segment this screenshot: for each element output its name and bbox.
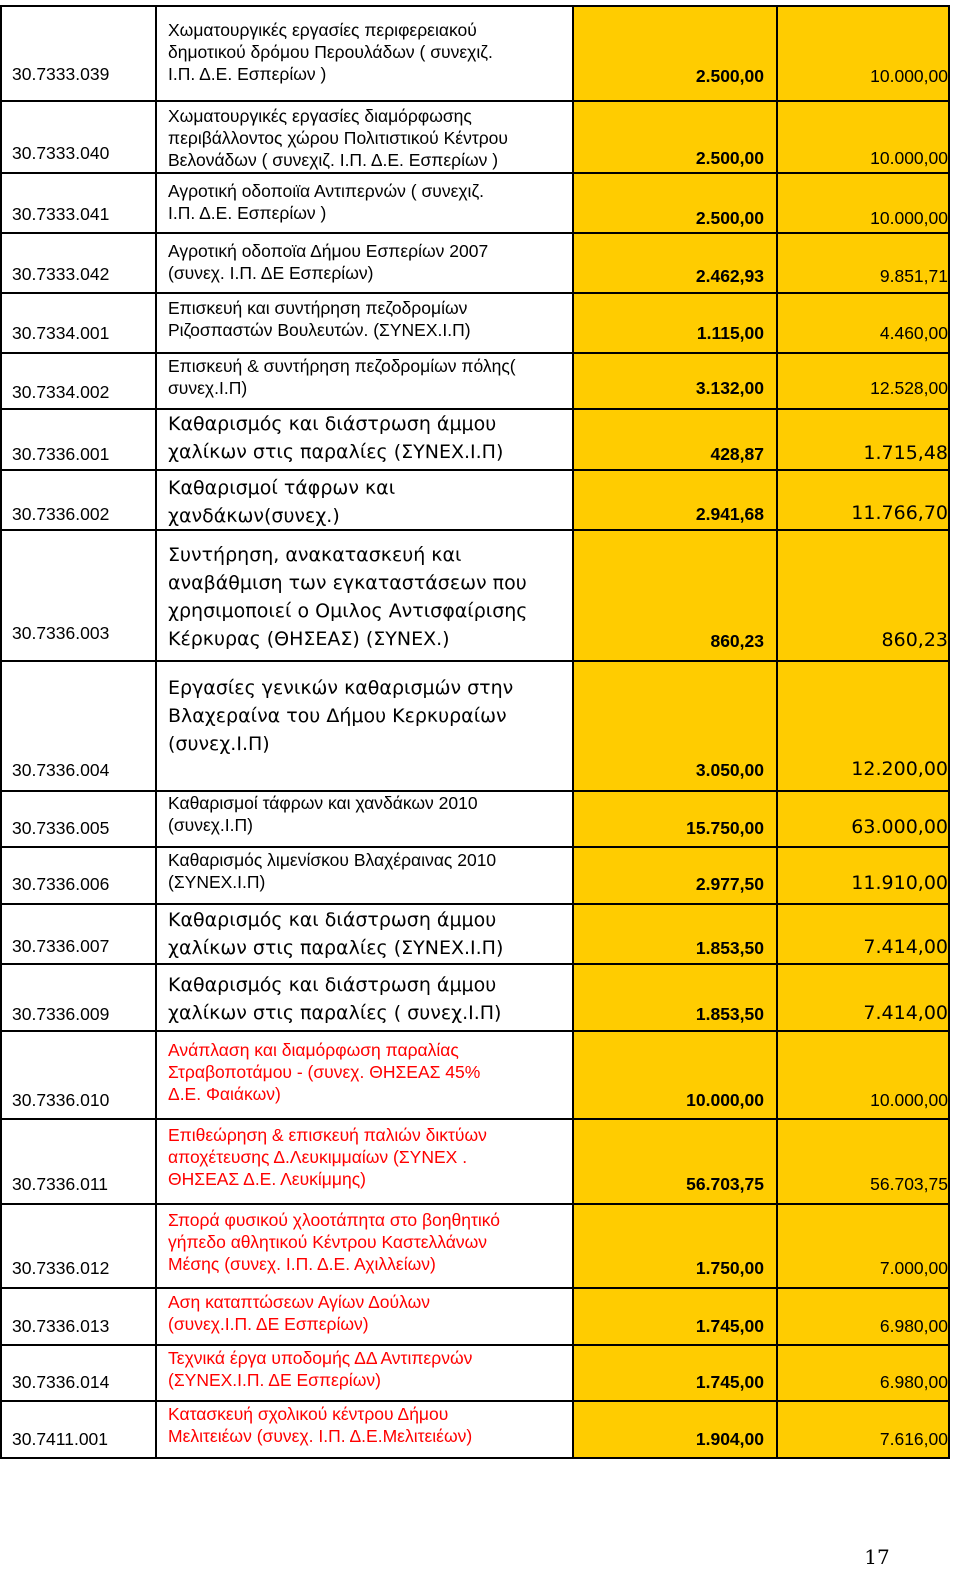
project-description: Καθαρισμός και διάστρωση άμμου χαλίκων στις παραλίες (ΣΥΝΕΧ.Ι.Π) [168, 413, 504, 463]
amount-value-2: 11.910,00 [851, 872, 948, 894]
grid-vline [0, 6, 2, 1458]
amount-value-2: 6.980,00 [879, 1372, 948, 1392]
project-description: Σπορά φυσικού χλοοτάπητα στο βοηθητικό γήπεδο αθλητικού Κέντρου Καστελλάνων Μέσης (συνεχ. Ι.Π. Δ.Ε. Αχιλλείων) [168, 1210, 501, 1274]
grid-vline [948, 5, 950, 1458]
amount-value-1: 1.750,00 [695, 1258, 764, 1278]
account-code: 30.7336.010 [12, 1090, 110, 1110]
amount-value-1: 1.745,00 [695, 1316, 764, 1336]
project-description: Εργασίες γενικών καθαρισμών στην Βλαχεραίνα του Δήμου Κερκυραίων (συνεχ.Ι.Π) [168, 677, 514, 755]
amount-value-1: 10.000,00 [686, 1090, 764, 1110]
project-description: Συντήρηση, ανακατασκευή και αναβάθμιση των εγκαταστάσεων που χρησιμοποιεί ο Ομιλος Αντισφαίρισης Κέρκυρας (ΘΗΣΕΑΣ) (ΣΥΝΕΧ.) [168, 544, 528, 650]
account-code: 30.7334.002 [12, 382, 110, 402]
grid-hline [0, 1457, 950, 1459]
amount-value-1: 428,87 [710, 444, 764, 464]
page-number: 17 [864, 1545, 890, 1569]
account-code: 30.7336.004 [12, 760, 110, 780]
amount-value-2: 6.980,00 [879, 1316, 948, 1336]
account-code: 30.7336.006 [12, 874, 110, 894]
amount-value-1: 1.853,50 [695, 938, 764, 958]
grid-hline [0, 846, 950, 848]
amount-value-1: 56.703,75 [686, 1174, 764, 1194]
account-code: 30.7336.005 [12, 818, 110, 838]
account-code: 30.7336.011 [12, 1174, 109, 1194]
project-description: Καθαρισμοί τάφρων και χανδάκων(συνεχ.) [168, 477, 396, 527]
account-code: 30.7336.013 [12, 1316, 110, 1336]
amount-value-2: 10.000,00 [870, 66, 948, 86]
grid-hline [0, 5, 950, 7]
amount-value-2: 10.000,00 [870, 208, 948, 228]
grid-hline [0, 292, 950, 294]
grid-hline [0, 963, 950, 965]
account-code: 30.7336.009 [12, 1004, 110, 1024]
grid-hline [0, 1287, 950, 1289]
amount-value-2: 7.414,00 [863, 936, 948, 958]
amount-value-2: 12.200,00 [851, 758, 948, 780]
project-description: Καθαρισμοί τάφρων και χανδάκων 2010 (συνεχ.Ι.Π) [168, 793, 478, 835]
project-description: Χωματουργικές εργασίες περιφερειακού δημοτικού δρόμου Περουλάδων ( συνεχιζ. Ι.Π. Δ.Ε. Εσπερίων ) [168, 20, 493, 84]
account-code: 30.7336.012 [12, 1258, 110, 1278]
project-description: Αγροτική οδοποϊα Δήμου Εσπερίων 2007 (συνεχ. Ι.Π. ΔΕ Εσπερίων) [168, 241, 489, 283]
project-description: Αγροτική οδοποιϊα Αντιπερνών ( συνεχιζ. Ι.Π. Δ.Ε. Εσπερίων ) [168, 181, 485, 223]
project-description: Κατασκευή σχολικού κέντρου Δήμου Μελιτειέων (συνεχ. Ι.Π. Δ.Ε.Μελιτειέων) [168, 1404, 473, 1446]
grid-hline [0, 352, 950, 354]
amount-value-2: 10.000,00 [870, 1090, 948, 1110]
project-description: Επισκευή & συντήρηση πεζοδρομίων πόλης( συνεχ.Ι.Π) [168, 356, 516, 398]
project-description: Τεχνικά έργα υποδομής ΔΔ Αντιπερνών (ΣΥΝΕΧ.Ι.Π. ΔΕ Εσπερίων) [168, 1348, 473, 1390]
amount-value-2: 9.851,71 [879, 266, 948, 286]
amount-value-1: 1.115,00 [696, 323, 764, 343]
amount-value-2: 7.000,00 [879, 1258, 948, 1278]
account-code: 30.7336.002 [12, 504, 110, 524]
grid-hline [0, 100, 950, 102]
amount-value-1: 1.853,50 [695, 1004, 764, 1024]
amount-value-2: 7.414,00 [863, 1002, 948, 1024]
account-code: 30.7336.001 [12, 444, 110, 464]
amount-value-2: 63.000,00 [851, 816, 948, 838]
amount-value-1: 860,23 [710, 631, 764, 651]
amount-value-1: 2.941,68 [695, 504, 764, 524]
account-code: 30.7333.040 [12, 143, 110, 163]
amount-value-2: 1.715,48 [863, 442, 948, 464]
amount-value-1: 2.977,50 [695, 874, 764, 894]
amount-value-2: 11.766,70 [851, 502, 948, 524]
grid-hline [0, 903, 950, 905]
grid-hline [0, 1344, 950, 1346]
grid-hline [0, 232, 950, 234]
amount-value-1: 2.462,93 [695, 266, 764, 286]
project-description: Καθαρισμός και διάστρωση άμμου χαλίκων στις παραλίες (ΣΥΝΕΧ.Ι.Π) [168, 909, 504, 959]
grid-hline [0, 660, 950, 662]
amount-value-1: 3.050,00 [695, 760, 764, 780]
project-description: Χωματουργικές εργασίες διαμόρφωσης περιβάλλοντος χώρου Πολιτιστικού Κέντρου Βελονάδων ( συνεχιζ. Ι.Π. Δ.Ε. Εσπερίων ) [168, 106, 508, 170]
amount-value-1: 2.500,00 [695, 208, 764, 228]
project-description: Επισκευή και συντήρηση πεζοδρομίων Ριζοσπαστών Βουλευτών. (ΣΥΝΕΧ.Ι.Π) [168, 298, 471, 340]
account-code: 30.7336.014 [12, 1372, 110, 1392]
grid-hline [0, 1118, 950, 1120]
account-code: 30.7334.001 [12, 323, 110, 343]
account-code: 30.7333.039 [12, 64, 110, 84]
amount-value-1: 2.500,00 [695, 148, 764, 168]
account-code: 30.7333.042 [12, 264, 110, 284]
amount-value-2: 12.528,00 [870, 378, 948, 398]
grid-hline [0, 172, 950, 174]
grid-hline [0, 469, 950, 471]
project-description: Καθαρισμός και διάστρωση άμμου χαλίκων στις παραλίες ( συνεχ.Ι.Π) [168, 974, 502, 1024]
account-code: 30.7411.001 [12, 1429, 109, 1449]
amount-value-2: 10.000,00 [870, 148, 948, 168]
project-description: Αση καταπτώσεων Αγίων Δούλων (συνεχ.Ι.Π. ΔΕ Εσπερίων) [168, 1292, 431, 1334]
grid-hline [0, 1030, 950, 1032]
project-description: Ανάπλαση και διαμόρφωση παραλίας Στραβοποτάμου - (συνεχ. ΘΗΣΕΑΣ 45% Δ.Ε. Φαιάκων) [168, 1040, 481, 1104]
amount-value-1: 15.750,00 [686, 818, 764, 838]
amount-value-1: 3.132,00 [695, 378, 764, 398]
grid-hline [0, 1203, 950, 1205]
account-code: 30.7333.041 [12, 204, 110, 224]
amount-value-1: 1.904,00 [695, 1429, 764, 1449]
project-description: Επιθεώρηση & επισκευή παλιών δικτύων αποχέτευσης Δ.Λευκιμμαίων (ΣΥΝΕΧ . ΘΗΣΕΑΣ Δ.Ε. Λευκίμμης) [168, 1125, 487, 1189]
amount-value-2: 56.703,75 [870, 1174, 948, 1194]
amount-value-1: 2.500,00 [695, 66, 764, 86]
amount-value-1: 1.745,00 [695, 1372, 764, 1392]
account-code: 30.7336.007 [12, 936, 110, 956]
account-code: 30.7336.003 [12, 623, 110, 643]
amount-value-2: 860,23 [881, 629, 948, 651]
grid-vline [155, 6, 157, 1458]
amount-value-2: 7.616,00 [879, 1429, 948, 1449]
grid-vline [776, 5, 778, 1458]
amount-value-2: 4.460,00 [879, 323, 948, 343]
grid-hline [0, 1400, 950, 1402]
project-description: Καθαρισμός λιμενίσκου Βλαχέραινας 2010 (ΣΥΝΕΧ.Ι.Π) [168, 850, 497, 892]
